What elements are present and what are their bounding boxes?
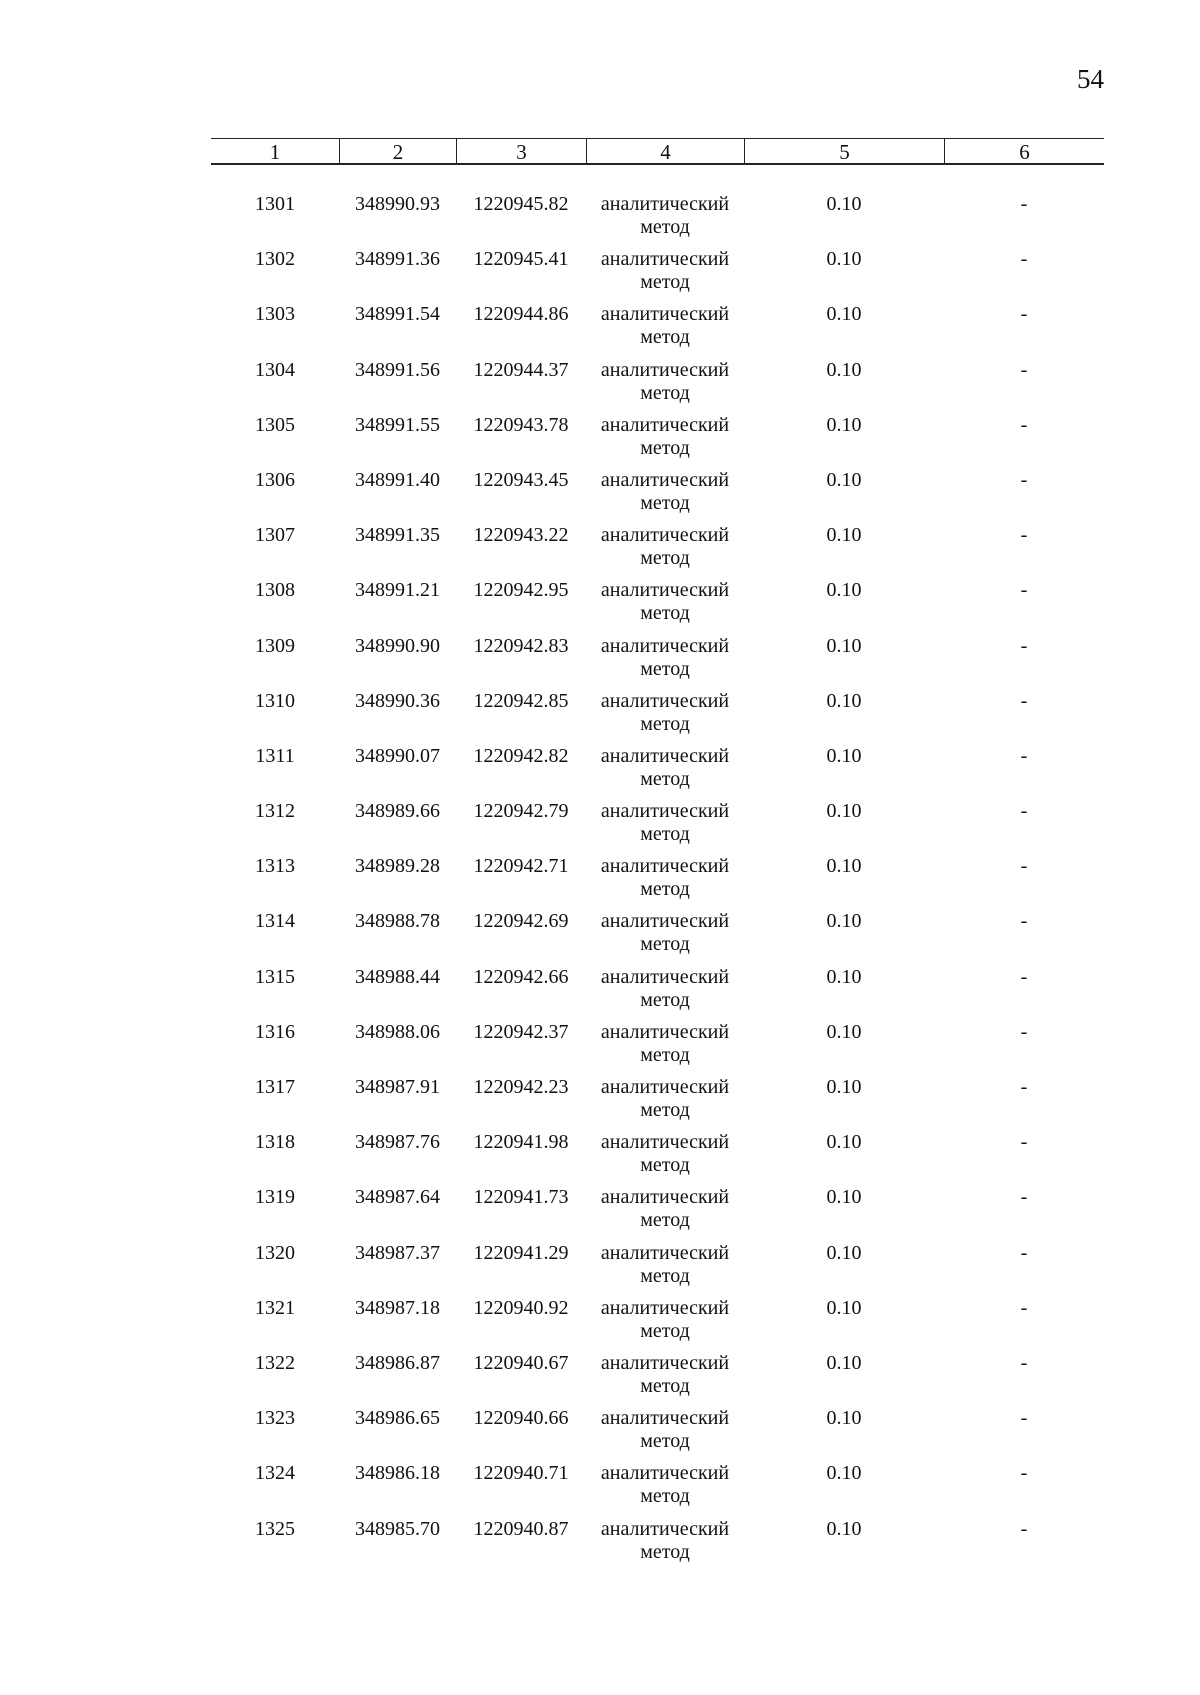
x-coordinate-cell: 348987.18 (355, 1296, 440, 1319)
method-line-1: аналитический (600, 358, 730, 381)
point-number-cell: 1305 (255, 413, 295, 436)
point-number-cell: 1323 (255, 1407, 295, 1430)
accuracy-cell: 0.10 (826, 1462, 862, 1485)
method-cell (586, 358, 744, 413)
point-number-cell: 1310 (255, 689, 295, 712)
point-number-cell: 1320 (255, 1241, 295, 1264)
point-number-cell: 1311 (255, 744, 295, 767)
accuracy-cell: 0.10 (826, 744, 862, 767)
method-line-1: аналитический (600, 248, 730, 271)
point-number-cell: 1312 (255, 800, 295, 823)
method-cell (586, 1406, 744, 1461)
method-line-2: метод (640, 491, 690, 514)
method-line-2: метод (640, 878, 690, 901)
y-coordinate-cell: 1220940.87 (473, 1517, 569, 1540)
method-line-2: метод (640, 1043, 690, 1066)
accuracy-cell: 0.10 (826, 524, 862, 547)
point-number-cell: 1309 (255, 634, 295, 657)
note-cell: - (1020, 1351, 1028, 1374)
y-coordinate-cell: 1220942.23 (473, 1076, 569, 1098)
y-coordinate-cell: 1220942.66 (473, 965, 569, 988)
point-number-cell: 1301 (255, 193, 295, 215)
y-coordinate-cell: 1220945.41 (473, 248, 569, 271)
y-coordinate-cell: 1220942.37 (473, 1020, 569, 1043)
y-coordinate-cell: 1220942.71 (473, 855, 569, 878)
method-line-1: аналитический (600, 579, 730, 602)
x-coordinate-cell: 348988.78 (355, 910, 440, 933)
note-cell: - (1020, 1076, 1028, 1098)
header-cell: 6 (944, 139, 1104, 163)
x-coordinate-cell: 348991.36 (355, 248, 440, 271)
accuracy-cell: 0.10 (826, 1186, 862, 1209)
point-number-cell: 1317 (255, 1076, 295, 1098)
method-line-1: аналитический (600, 1076, 730, 1098)
point-number-cell: 1318 (255, 1131, 295, 1154)
method-line-1: аналитический (600, 744, 730, 767)
y-coordinate-cell: 1220942.82 (473, 744, 569, 767)
accuracy-cell: 0.10 (826, 303, 862, 326)
table-row (211, 192, 1104, 247)
x-coordinate-cell: 348986.87 (355, 1351, 440, 1374)
table-row (211, 358, 1104, 413)
y-coordinate-cell: 1220941.98 (473, 1131, 569, 1154)
note-cell: - (1020, 634, 1028, 657)
y-coordinate-cell: 1220942.85 (473, 689, 569, 712)
table-row (211, 1130, 1104, 1185)
accuracy-cell: 0.10 (826, 1296, 862, 1319)
method-line-2: метод (640, 1430, 690, 1453)
method-line-2: метод (640, 1374, 690, 1397)
method-cell (586, 1075, 744, 1130)
method-line-2: метод (640, 547, 690, 570)
accuracy-cell: 0.10 (826, 1076, 862, 1098)
x-coordinate-cell: 348987.91 (355, 1076, 440, 1098)
x-coordinate-cell: 348987.64 (355, 1186, 440, 1209)
method-line-2: метод (640, 326, 690, 349)
table-row (211, 578, 1104, 633)
accuracy-cell: 0.10 (826, 855, 862, 878)
method-line-2: метод (640, 712, 690, 735)
point-number-cell: 1302 (255, 248, 295, 271)
x-coordinate-cell: 348988.44 (355, 965, 440, 988)
point-number-cell: 1316 (255, 1020, 295, 1043)
point-number-cell: 1315 (255, 965, 295, 988)
method-cell (586, 744, 744, 799)
method-line-2: метод (640, 1319, 690, 1342)
method-line-1: аналитический (600, 468, 730, 491)
method-cell (586, 247, 744, 302)
x-coordinate-cell: 348986.65 (355, 1407, 440, 1430)
page-number: 54 (1077, 64, 1104, 94)
y-coordinate-cell: 1220940.71 (473, 1462, 569, 1485)
method-cell (586, 523, 744, 578)
method-line-1: аналитический (600, 1407, 730, 1430)
x-coordinate-cell: 348989.66 (355, 800, 440, 823)
y-coordinate-cell: 1220945.82 (473, 193, 569, 215)
x-coordinate-cell: 348986.18 (355, 1462, 440, 1485)
method-cell (586, 799, 744, 854)
point-number-cell: 1325 (255, 1517, 295, 1540)
point-number-cell: 1304 (255, 358, 295, 381)
point-number-cell: 1306 (255, 468, 295, 491)
table-row (211, 1296, 1104, 1351)
y-coordinate-cell: 1220940.67 (473, 1351, 569, 1374)
table-row (211, 909, 1104, 964)
note-cell: - (1020, 1241, 1028, 1264)
method-line-2: метод (640, 381, 690, 404)
method-line-1: аналитический (600, 524, 730, 547)
note-cell: - (1020, 800, 1028, 823)
table-row (211, 1406, 1104, 1461)
note-cell: - (1020, 855, 1028, 878)
x-coordinate-cell: 348987.76 (355, 1131, 440, 1154)
y-coordinate-cell: 1220942.69 (473, 910, 569, 933)
method-line-2: метод (640, 436, 690, 459)
table-row (211, 854, 1104, 909)
method-cell (586, 1296, 744, 1351)
method-line-1: аналитический (600, 1131, 730, 1154)
method-line-1: аналитический (600, 1351, 730, 1374)
table-row (211, 247, 1104, 302)
method-line-2: метод (640, 933, 690, 956)
y-coordinate-cell: 1220942.79 (473, 800, 569, 823)
method-line-2: метод (640, 1099, 690, 1121)
method-line-2: метод (640, 271, 690, 294)
method-cell (586, 1461, 744, 1516)
method-line-2: метод (640, 1209, 690, 1232)
method-cell (586, 854, 744, 909)
accuracy-cell: 0.10 (826, 248, 862, 271)
x-coordinate-cell: 348988.06 (355, 1020, 440, 1043)
note-cell: - (1020, 193, 1028, 215)
table-row (211, 1185, 1104, 1240)
table-row (211, 413, 1104, 468)
method-cell (586, 689, 744, 744)
note-cell: - (1020, 248, 1028, 271)
method-line-1: аналитический (600, 1462, 730, 1485)
y-coordinate-cell: 1220940.66 (473, 1407, 569, 1430)
table-row (211, 1075, 1104, 1130)
x-coordinate-cell: 348991.55 (355, 413, 440, 436)
accuracy-cell: 0.10 (826, 193, 862, 215)
point-number-cell: 1314 (255, 910, 295, 933)
method-cell (586, 302, 744, 357)
method-line-1: аналитический (600, 1186, 730, 1209)
y-coordinate-cell: 1220944.86 (473, 303, 569, 326)
method-line-1: аналитический (600, 800, 730, 823)
method-cell (586, 413, 744, 468)
note-cell: - (1020, 1517, 1028, 1540)
table-row (211, 689, 1104, 744)
accuracy-cell: 0.10 (826, 579, 862, 602)
method-line-1: аналитический (600, 193, 730, 215)
method-line-2: метод (640, 1540, 690, 1563)
x-coordinate-cell: 348985.70 (355, 1517, 440, 1540)
method-line-1: аналитический (600, 634, 730, 657)
accuracy-cell: 0.10 (826, 413, 862, 436)
y-coordinate-cell: 1220942.83 (473, 634, 569, 657)
header-cell: 5 (744, 139, 944, 163)
method-cell (586, 1130, 744, 1185)
x-coordinate-cell: 348987.37 (355, 1241, 440, 1264)
note-cell: - (1020, 413, 1028, 436)
x-coordinate-cell: 348991.35 (355, 524, 440, 547)
table-row (211, 468, 1104, 523)
point-number-cell: 1307 (255, 524, 295, 547)
table-header (211, 138, 1104, 165)
y-coordinate-cell: 1220942.95 (473, 579, 569, 602)
accuracy-cell: 0.10 (826, 800, 862, 823)
point-number-cell: 1321 (255, 1296, 295, 1319)
table-row (211, 965, 1104, 1020)
point-number-cell: 1319 (255, 1186, 295, 1209)
accuracy-cell: 0.10 (826, 1020, 862, 1043)
x-coordinate-cell: 348990.07 (355, 744, 440, 767)
method-line-1: аналитический (600, 413, 730, 436)
note-cell: - (1020, 303, 1028, 326)
x-coordinate-cell: 348991.21 (355, 579, 440, 602)
accuracy-cell: 0.10 (826, 689, 862, 712)
point-number-cell: 1313 (255, 855, 295, 878)
method-line-1: аналитический (600, 303, 730, 326)
note-cell: - (1020, 1131, 1028, 1154)
accuracy-cell: 0.10 (826, 1351, 862, 1374)
method-cell (586, 1185, 744, 1240)
method-cell (586, 1020, 744, 1075)
y-coordinate-cell: 1220941.73 (473, 1186, 569, 1209)
x-coordinate-cell: 348990.93 (355, 193, 440, 215)
method-line-2: метод (640, 216, 690, 238)
method-line-2: метод (640, 602, 690, 625)
x-coordinate-cell: 348989.28 (355, 855, 440, 878)
accuracy-cell: 0.10 (826, 468, 862, 491)
method-line-1: аналитический (600, 1296, 730, 1319)
method-line-2: метод (640, 657, 690, 680)
y-coordinate-cell: 1220943.45 (473, 468, 569, 491)
method-cell (586, 192, 744, 247)
note-cell: - (1020, 358, 1028, 381)
x-coordinate-cell: 348991.56 (355, 358, 440, 381)
point-number-cell: 1324 (255, 1462, 295, 1485)
table-row (211, 1020, 1104, 1075)
header-cell: 3 (456, 139, 586, 163)
table-row (211, 744, 1104, 799)
x-coordinate-cell: 348991.40 (355, 468, 440, 491)
method-line-2: метод (640, 1485, 690, 1508)
point-number-cell: 1322 (255, 1351, 295, 1374)
method-cell (586, 965, 744, 1020)
table-row (211, 1517, 1104, 1572)
header-cell: 4 (586, 139, 744, 163)
x-coordinate-cell: 348990.90 (355, 634, 440, 657)
x-coordinate-cell: 348991.54 (355, 303, 440, 326)
note-cell: - (1020, 965, 1028, 988)
table-row (211, 302, 1104, 357)
method-cell (586, 1351, 744, 1406)
header-cell: 1 (269, 139, 281, 164)
note-cell: - (1020, 1296, 1028, 1319)
note-cell: - (1020, 579, 1028, 602)
y-coordinate-cell: 1220941.29 (473, 1241, 569, 1264)
method-line-1: аналитический (600, 1517, 730, 1540)
method-line-1: аналитический (600, 1020, 730, 1043)
header-cell: 2 (339, 139, 456, 163)
note-cell: - (1020, 524, 1028, 547)
accuracy-cell: 0.10 (826, 1241, 862, 1264)
method-line-2: метод (640, 1154, 690, 1177)
method-cell (586, 468, 744, 523)
accuracy-cell: 0.10 (826, 965, 862, 988)
method-cell (586, 909, 744, 964)
method-cell (586, 1241, 744, 1296)
method-line-2: метод (640, 1264, 690, 1287)
note-cell: - (1020, 689, 1028, 712)
accuracy-cell: 0.10 (826, 358, 862, 381)
table-row (211, 523, 1104, 578)
table-row (211, 634, 1104, 689)
method-line-2: метод (640, 767, 690, 790)
method-line-1: аналитический (600, 689, 730, 712)
table-row (211, 1241, 1104, 1296)
y-coordinate-cell: 1220940.92 (473, 1296, 569, 1319)
note-cell: - (1020, 1462, 1028, 1485)
accuracy-cell: 0.10 (826, 1517, 862, 1540)
note-cell: - (1020, 910, 1028, 933)
method-line-1: аналитический (600, 855, 730, 878)
accuracy-cell: 0.10 (826, 634, 862, 657)
table-body (211, 192, 1104, 1572)
y-coordinate-cell: 1220944.37 (473, 358, 569, 381)
table-row (211, 1461, 1104, 1516)
accuracy-cell: 0.10 (826, 1131, 862, 1154)
note-cell: - (1020, 1020, 1028, 1043)
x-coordinate-cell: 348990.36 (355, 689, 440, 712)
method-cell (586, 1517, 744, 1572)
method-line-1: аналитический (600, 1241, 730, 1264)
accuracy-cell: 0.10 (826, 1407, 862, 1430)
y-coordinate-cell: 1220943.22 (473, 524, 569, 547)
table-row (211, 1351, 1104, 1406)
method-cell (586, 578, 744, 633)
note-cell: - (1020, 468, 1028, 491)
point-number-cell: 1308 (255, 579, 295, 602)
method-line-1: аналитический (600, 965, 730, 988)
point-number-cell: 1303 (255, 303, 295, 326)
table-row (211, 799, 1104, 854)
note-cell: - (1020, 1186, 1028, 1209)
y-coordinate-cell: 1220943.78 (473, 413, 569, 436)
method-line-2: метод (640, 988, 690, 1011)
method-line-1: аналитический (600, 910, 730, 933)
note-cell: - (1020, 1407, 1028, 1430)
accuracy-cell: 0.10 (826, 910, 862, 933)
method-line-2: метод (640, 823, 690, 846)
method-cell (586, 634, 744, 689)
note-cell: - (1020, 744, 1028, 767)
